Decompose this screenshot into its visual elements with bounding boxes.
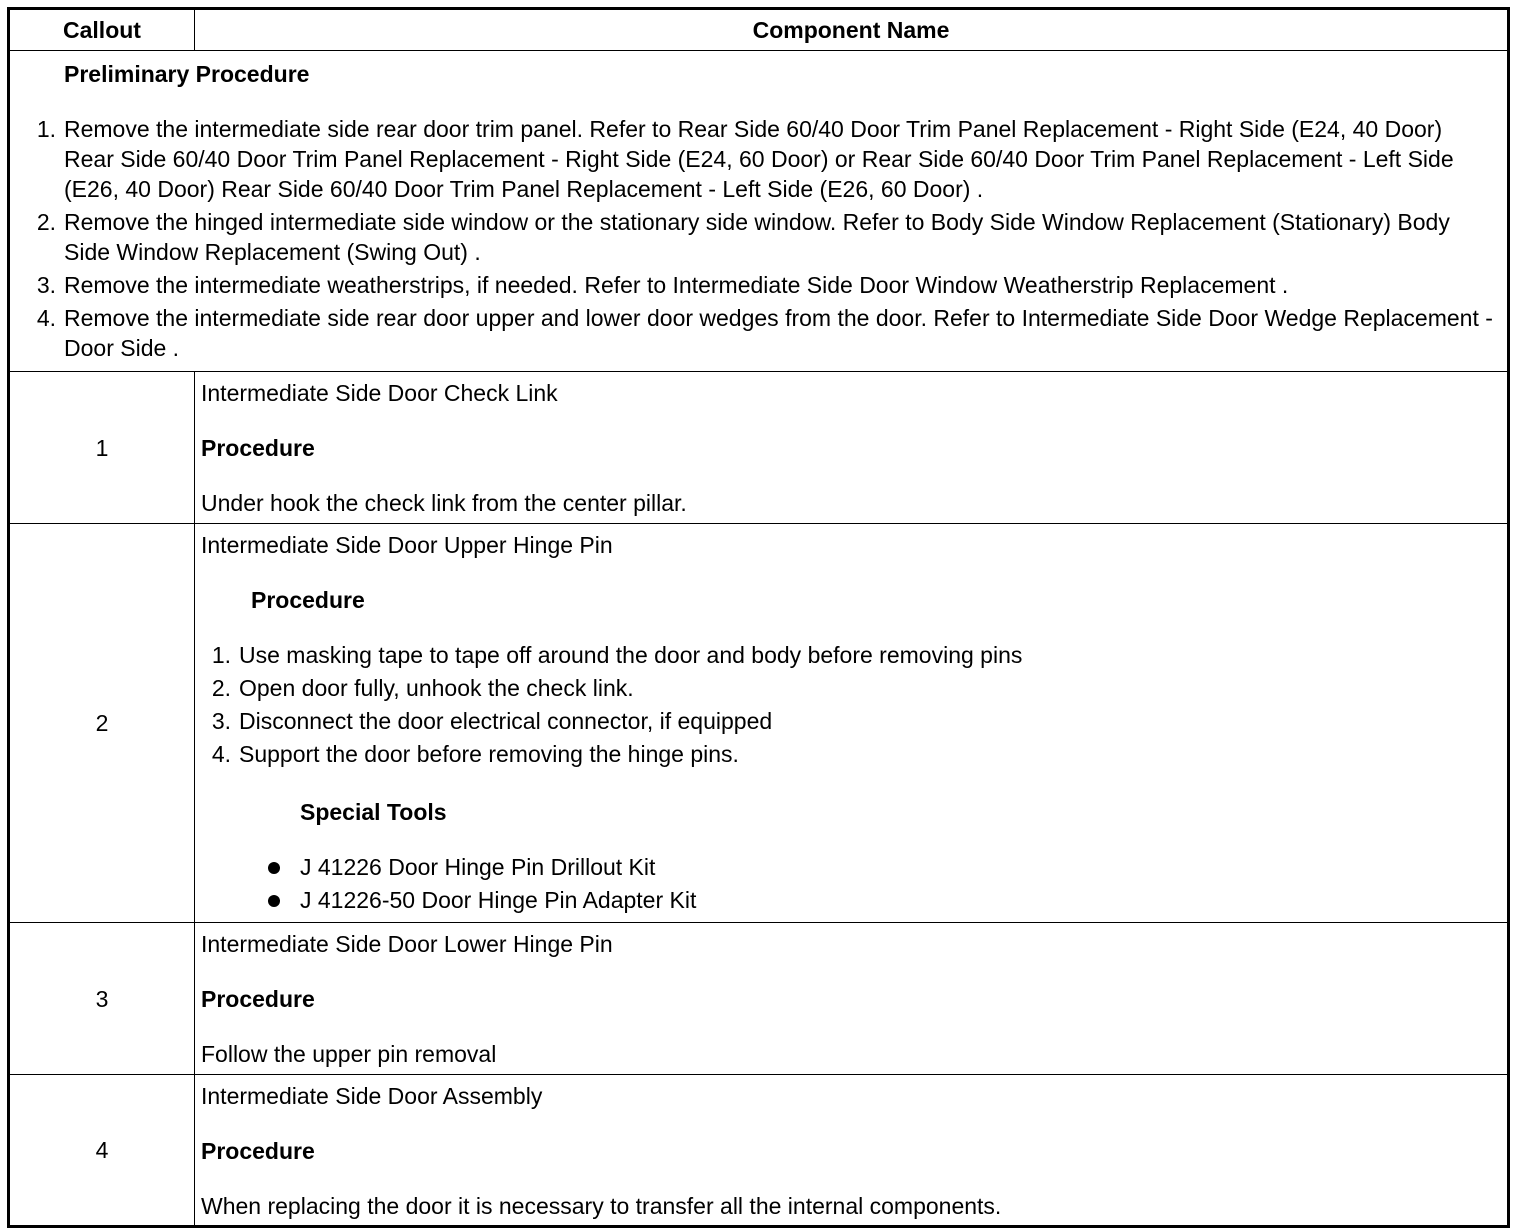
procedure-text: Under hook the check link from the center pillar. — [201, 490, 687, 516]
preliminary-procedure-row — [9, 51, 1509, 372]
special-tool-item: J 41226 Door Hinge Pin Drillout Kit — [201, 852, 1501, 882]
procedure-table — [7, 7, 1510, 1228]
procedure-label: Procedure — [251, 587, 365, 613]
component-cell — [195, 923, 1509, 1075]
component-name: Intermediate Side Door Upper Hinge Pin — [201, 532, 613, 558]
preliminary-step: 3. Remove the intermediate weatherstrips, if needed. Refer to Intermediate Side Door Window Weatherstrip Replacement . — [36, 272, 1289, 298]
table-row — [9, 524, 1509, 923]
component-cell — [195, 1075, 1509, 1227]
component-name: Intermediate Side Door Check Link — [201, 380, 558, 406]
preliminary-steps-list — [26, 114, 1493, 363]
table-row — [9, 923, 1509, 1075]
component-name: Intermediate Side Door Lower Hinge Pin — [201, 931, 613, 957]
table-header-row — [9, 9, 1509, 51]
preliminary-procedure-title: Preliminary Procedure — [64, 61, 310, 87]
special-tools-label: Special Tools — [300, 799, 447, 825]
procedure-steps-list — [201, 640, 1501, 769]
component-name-column-header: Component Name — [195, 9, 1509, 51]
component-name: Intermediate Side Door Assembly — [201, 1083, 543, 1109]
callout-number: 3 — [9, 923, 195, 1075]
table-row — [9, 1075, 1509, 1227]
bullet-icon — [268, 862, 280, 874]
callout-number: 1 — [9, 372, 195, 524]
procedure-label: Procedure — [201, 1138, 315, 1164]
component-cell — [195, 524, 1509, 923]
procedure-text: When replacing the door it is necessary to transfer all the internal components. — [201, 1193, 1002, 1219]
procedure-label: Procedure — [201, 435, 315, 461]
special-tools-list — [201, 852, 1501, 915]
procedure-text: Follow the upper pin removal — [201, 1041, 497, 1067]
procedure-step: 1. Use masking tape to tape off around the door and body before removing pins — [211, 642, 1023, 668]
callout-number: 2 — [9, 524, 195, 923]
preliminary-step: 4. Remove the intermediate side rear door upper and lower door wedges from the door. Refer to Intermediate Side Door Wedge Replacement - Door Side . — [36, 305, 1493, 361]
procedure-step: 3. Disconnect the door electrical connector, if equipped — [211, 708, 773, 734]
callout-column-header: Callout — [9, 9, 195, 51]
procedure-step: 4. Support the door before removing the hinge pins. — [211, 741, 739, 767]
table-row — [9, 372, 1509, 524]
callout-number: 4 — [9, 1075, 195, 1227]
preliminary-step: 2. Remove the hinged intermediate side window or the stationary side window. Refer to Body Side Window Replacement (Stationary) Body Side Window Replacement (Swing Out) . — [36, 209, 1450, 265]
bullet-icon — [268, 895, 280, 907]
special-tool-item: J 41226-50 Door Hinge Pin Adapter Kit — [201, 885, 1501, 915]
preliminary-step: 1. Remove the intermediate side rear door trim panel. Refer to Rear Side 60/40 Door Trim Panel Replacement - Right Side (E24, 40 Door) Rear Side 60/40 Door Trim Panel Replacement - Right Side (E24, 60 Door) or Rear Side 60/40 Door Trim Panel Replacement - Left Side (E26, 40 Door) Rear Side 60/40 Door Trim Panel Replacement - Left Side (E26, 60 Door) . — [36, 116, 1454, 202]
procedure-label: Procedure — [201, 986, 315, 1012]
procedure-step: 2. Open door fully, unhook the check link. — [211, 675, 634, 701]
component-cell — [195, 372, 1509, 524]
preliminary-procedure-cell — [9, 51, 1509, 372]
